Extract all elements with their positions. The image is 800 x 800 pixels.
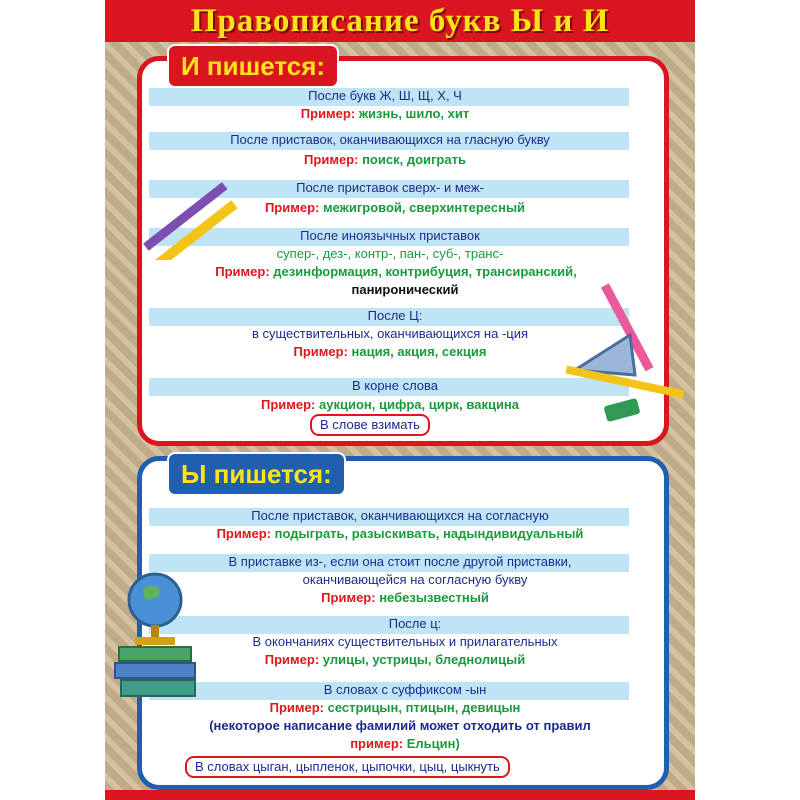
example-label: Пример: (215, 264, 270, 279)
rule-text: После букв Ж, Ш, Щ, Х, Ч (308, 88, 462, 103)
example-line (225, 344, 555, 360)
example-line (305, 736, 505, 752)
example-label: пример: (350, 736, 404, 751)
bottom-bar (105, 790, 695, 800)
rule-detail: в существительных, оканчивающихся на -ция (251, 326, 529, 341)
books-icon (115, 647, 195, 696)
example-label: Пример: (321, 590, 376, 605)
example-words-continued: паниронический (351, 282, 459, 297)
example-line (215, 652, 575, 668)
example-label: Пример: (300, 106, 356, 121)
rule-text: После Ц: (367, 308, 423, 323)
exception-note: В словах цыган, цыпленок, цыпочки, цыц, цыкнуть (185, 756, 510, 778)
y-section-label: Ы пишется: (167, 452, 346, 496)
rule-text: После приставок, оканчивающихся на согласную (251, 508, 549, 523)
rule-detail: оканчивающейся на согласную букву (302, 572, 528, 587)
example-words: поиск, доиграть (362, 152, 466, 167)
example-label: Пример: (269, 700, 324, 715)
example-label: Пример: (264, 652, 320, 667)
example-words: сестрицын, птицын, девицын (327, 700, 521, 715)
globe-icon (129, 574, 181, 626)
example-words: нация, акция, секция (351, 344, 487, 359)
rule-text: После ц: (388, 616, 442, 631)
rule-text: В приставке из-, если она стоит после другой приставки, (228, 554, 572, 569)
eraser-icon (604, 398, 641, 422)
page-title: Правописание букв Ы и И (190, 3, 610, 39)
rule-text: После приставок сверх- и меж- (296, 180, 484, 195)
geometry-tools-illustration (565, 280, 690, 430)
set-square-icon (575, 335, 635, 375)
example-label: Пример: (293, 344, 348, 359)
example-label: Пример: (304, 152, 359, 167)
rule-prefixes: супер-, дез-, контр-, пан-, суб-, транс- (276, 246, 504, 261)
surname-note: (некоторое написание фамилий может отходить от правил (209, 718, 591, 733)
example-words: Ельцин) (406, 736, 460, 751)
exception-note: В слове взимать (310, 414, 430, 436)
example-line (225, 152, 545, 168)
example-words: подыграть, разыскивать, надындивидуальный (274, 526, 584, 541)
example-line (161, 264, 631, 280)
example-words: межигровой, сверхинтересный (322, 200, 526, 215)
example-words: дезинформация, контрибуция, трансиранский, (273, 264, 577, 279)
example-line (205, 200, 585, 216)
rule-detail: В окончаниях существительных и прилагательных (252, 634, 558, 649)
rule-text: В корне слова (351, 378, 439, 393)
example-words: улицы, устрицы, бледнолицый (322, 652, 526, 667)
globe-books-illustration (113, 565, 199, 705)
example-line (275, 590, 535, 606)
poster (105, 0, 695, 800)
example-label: Пример: (260, 397, 316, 412)
example-label: Пример: (216, 526, 271, 541)
example-words: жизнь, шило, хит (358, 106, 470, 121)
example-words: небезызвестный (379, 590, 489, 605)
rule-text: После приставок, оканчивающихся на гласную букву (230, 132, 550, 147)
example-line (245, 700, 545, 716)
rule-text: После иноязычных приставок (300, 228, 480, 243)
example-line (205, 397, 575, 413)
example-line (225, 106, 545, 122)
rule-text: В словах с суффиксом -ын (323, 682, 487, 697)
pencils-illustration (125, 150, 245, 260)
example-label: Пример: (264, 200, 320, 215)
i-section-label: И пишется: (167, 44, 339, 88)
example-line (165, 526, 635, 542)
example-words: аукцион, цифра, цирк, вакцина (319, 397, 520, 412)
